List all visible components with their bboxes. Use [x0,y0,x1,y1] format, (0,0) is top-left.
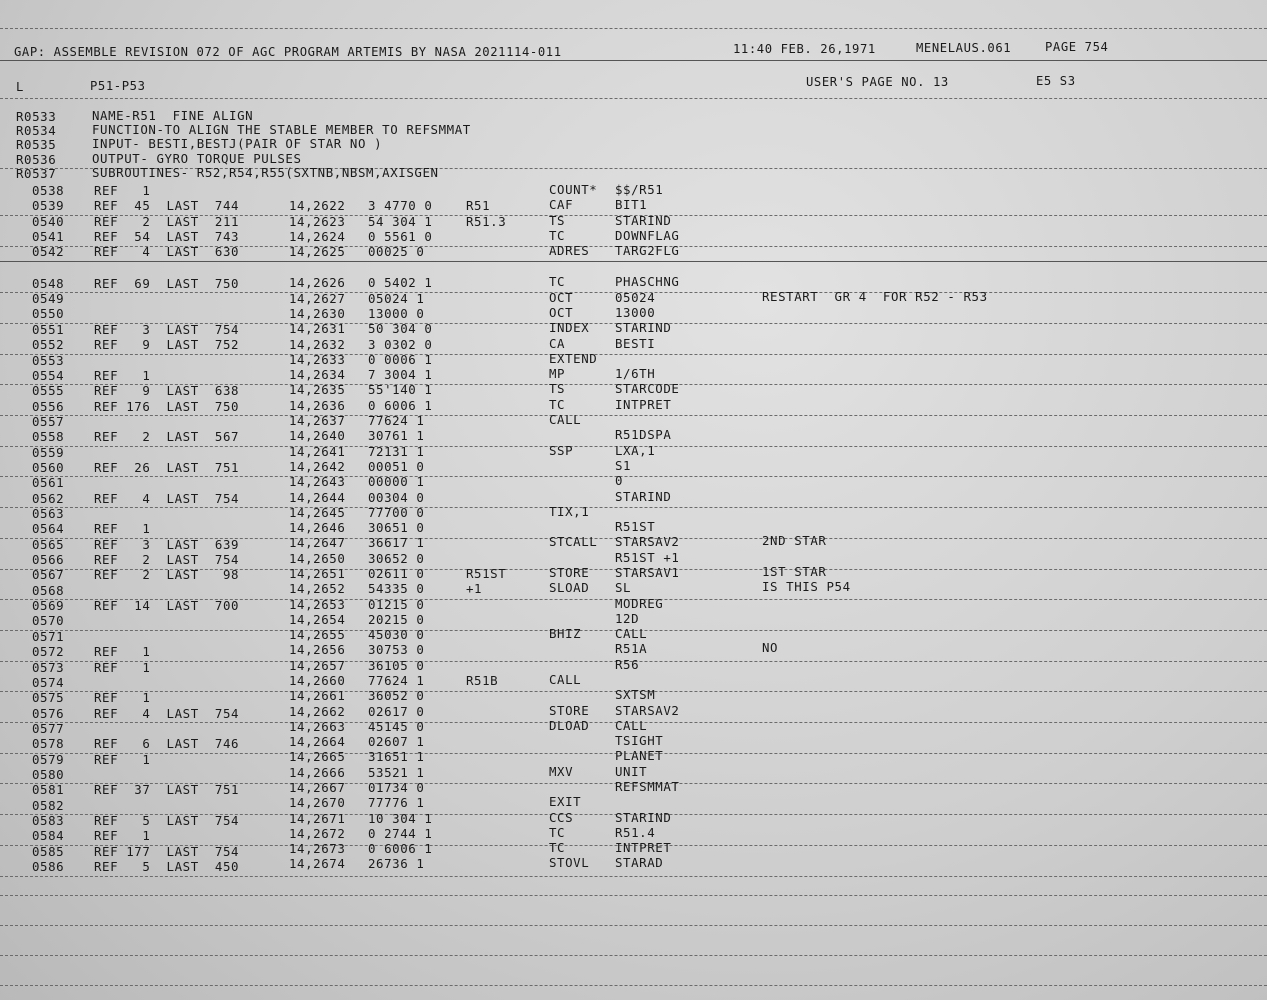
octal-word: 0 5402 1 [368,275,433,291]
line-number: 0551 [32,321,65,337]
line-number: 0585 [32,843,65,859]
memory-address: 14,2632 [289,336,346,352]
operand: STARIND [615,212,672,228]
opcode: TIX,1 [549,503,590,519]
symbol-label: R51.3 [466,213,507,229]
ref-info: REF 1 [94,751,151,767]
comment-text: INPUT- BESTI,BESTJ(PAIR OF STAR NO ) [92,136,383,152]
octal-word: 31651 1 [368,749,425,765]
paper-rule [0,415,1267,416]
line-number: 0575 [32,690,65,706]
opcode: INDEX [549,320,590,336]
line-number: 0550 [32,306,65,322]
comment-line-number: R0536 [16,151,57,167]
octal-word: 72131 1 [368,443,425,459]
line-number: 0548 [32,275,65,291]
opcode: EXIT [549,794,582,810]
memory-address: 14,2657 [289,657,346,673]
assembly-title: GAP: ASSEMBLE REVISION 072 OF AGC PROGRAM ARTEMIS BY NASA 2021114-011 [14,45,562,59]
opcode: TS [549,381,566,397]
paper-rule [0,985,1267,986]
operand: LXA,1 [615,442,656,458]
line-number: 0539 [32,198,65,214]
remark: 1ST STAR [762,563,827,579]
opcode: STORE [549,702,590,718]
octal-word: 3 0302 0 [368,336,433,352]
line-number: 0541 [32,229,65,245]
operand: STARSAV2 [615,534,680,550]
memory-address: 14,2656 [289,642,346,658]
line-number: 0586 [32,859,65,875]
operand: MODREG [615,595,664,611]
octal-word: 02617 0 [368,703,425,719]
line-number: 0574 [32,674,65,690]
paper-rule [0,98,1267,99]
symbol-label: +1 [466,581,483,597]
memory-address: 14,2660 [289,672,346,688]
ref-info: REF 1 [94,367,151,383]
opcode: TS [549,212,566,228]
memory-address: 14,2634 [289,367,346,383]
ref-info: REF 2 LAST 98 [94,567,240,583]
line-number: 0571 [32,628,65,644]
opcode: CALL [549,671,582,687]
line-number: 0557 [32,413,65,429]
ref-info: REF 5 LAST 450 [94,859,240,875]
line-number: 0584 [32,828,65,844]
opcode: OCT [549,289,574,305]
paper-rule [0,895,1267,896]
line-number: 0555 [32,383,65,399]
operand: STARIND [615,809,672,825]
octal-word: 0 6006 1 [368,397,433,413]
opcode: CCS [549,809,574,825]
opcode: CA [549,335,566,351]
ref-info: REF 5 LAST 754 [94,813,240,828]
line-number: 0553 [32,352,65,368]
ref-info: REF 54 LAST 743 [94,229,240,245]
memory-address: 14,2671 [289,810,346,826]
octal-word: 36052 0 [368,688,425,704]
memory-address: 14,2636 [289,397,346,413]
symbol-label: R51 [466,198,491,214]
line-number: 0577 [32,720,65,736]
paper-rule [0,876,1267,877]
octal-word: 20215 0 [368,611,425,627]
opcode: SSP [549,442,574,458]
octal-word: 30753 0 [368,642,425,658]
memory-address: 14,2661 [289,688,346,704]
ref-info: REF 45 LAST 744 [94,198,240,214]
memory-address: 14,2646 [289,520,346,536]
line-number: 0549 [32,291,65,307]
memory-address: 14,2667 [289,780,346,796]
octal-word: 36105 0 [368,657,425,673]
ref-info: REF 176 LAST 750 [94,398,240,414]
opcode: CALL [549,412,582,428]
opcode: OCT [549,305,574,321]
comment-line-number: R0533 [16,109,57,124]
paper-rule [0,507,1267,508]
memory-address: 14,2650 [289,550,346,566]
octal-word: 00000 1 [368,474,425,490]
operand: UNIT [615,763,648,779]
paper-rule [0,354,1267,355]
ref-info: REF 1 [94,828,151,844]
line-number: 0558 [32,429,65,445]
ref-info: REF 4 LAST 630 [94,244,240,260]
opcode: STORE [549,564,590,580]
opcode: DLOAD [549,717,590,733]
memory-address: 14,2665 [289,749,346,765]
paper-rule [0,261,1267,262]
remark: IS THIS P54 [762,579,851,595]
line-number: 0538 [32,183,65,198]
ref-info: REF 26 LAST 751 [94,459,240,475]
operand: INTPRET [615,396,672,412]
operand: INTPRET [615,840,672,856]
paper-rule [0,955,1267,956]
octal-word: 45145 0 [368,718,425,734]
remark: NO [762,640,779,656]
octal-word: 02607 1 [368,734,425,750]
operand: R51ST +1 [615,549,680,565]
comment-line-number: R0534 [16,123,57,139]
line-number: 0565 [32,536,65,552]
comment-text: OUTPUT- GYRO TORQUE PULSES [92,150,302,166]
paper-rule [0,476,1267,477]
comment-text: FUNCTION-TO ALIGN THE STABLE MEMBER TO REFSMMAT [92,122,471,138]
octal-word: 13000 0 [368,306,425,322]
line-number: 0583 [32,813,65,828]
octal-word: 7 3004 1 [368,367,433,383]
opcode: EXTEND [549,350,598,366]
octal-word: 10 304 1 [368,810,433,826]
line-number: 0568 [32,582,65,598]
ref-info: REF 14 LAST 700 [94,598,240,614]
ref-info: REF 4 LAST 754 [94,490,240,506]
line-number: 0560 [32,459,65,475]
operand: R51A [615,641,648,657]
memory-address: 14,2641 [289,443,346,459]
octal-word: 30761 1 [368,428,425,444]
memory-address: 14,2635 [289,382,346,398]
operand: BESTI [615,335,656,351]
octal-word: 54 304 1 [368,213,433,229]
section-tag: E5 S3 [1036,74,1076,88]
opcode: TC [549,274,566,290]
line-number: 0542 [32,244,65,260]
operand: STARSAV2 [615,702,680,718]
operand: R51ST [615,519,656,535]
memory-address: 14,2670 [289,795,346,811]
line-number: 0562 [32,490,65,506]
memory-address: 14,2651 [289,565,346,581]
memory-address: 14,2622 [289,198,346,214]
line-number: 0540 [32,213,65,229]
octal-word: 55'140 1 [368,382,433,398]
line-number: 0570 [32,613,65,629]
operand: CALL [615,626,648,642]
operand: R51DSPA [615,427,672,443]
octal-word: 50 304 0 [368,321,433,337]
ref-info: REF 37 LAST 751 [94,782,240,798]
page-number: PAGE 754 [1045,40,1109,54]
line-number: 0564 [32,521,65,537]
operand: STARIND [615,488,672,504]
octal-word: 36617 1 [368,535,425,551]
operand: $$/R51 [615,182,664,197]
memory-address: 14,2664 [289,734,346,750]
opcode: CAF [549,197,574,213]
octal-word: 30652 0 [368,550,425,566]
memory-address: 14,2630 [289,306,346,322]
memory-address: 14,2644 [289,489,346,505]
memory-address: 14,2666 [289,764,346,780]
memory-address: 14,2673 [289,841,346,857]
line-number: 0579 [32,751,65,767]
octal-word: 00025 0 [368,244,425,260]
memory-address: 14,2663 [289,718,346,734]
opcode: COUNT* [549,182,598,197]
section-name: P51-P53 [90,79,146,93]
ref-info: REF 1 [94,659,151,675]
opcode: TC [549,840,566,856]
octal-word: 45030 0 [368,627,425,643]
ref-info: REF 6 LAST 746 [94,736,240,752]
memory-address: 14,2631 [289,321,346,337]
line-number: 0559 [32,444,65,460]
octal-word: 01734 0 [368,780,425,796]
operand: R56 [615,656,640,672]
operand: 0 [615,473,624,489]
comment-text: NAME-R51 FINE ALIGN [92,108,254,123]
octal-word: 30651 0 [368,520,425,536]
symbol-label: R51ST [466,565,507,581]
line-number: 0556 [32,398,65,414]
line-number: 0554 [32,367,65,383]
octal-word: 54335 0 [368,581,425,597]
ref-info: REF 9 LAST 638 [94,383,240,399]
line-number: 0561 [32,475,65,491]
ref-info: REF 1 [94,521,151,537]
octal-word: 0 0006 1 [368,351,433,367]
operand: 12D [615,610,640,626]
operand: R51.4 [615,824,656,840]
memory-address: 14,2674 [289,856,346,872]
memory-address: 14,2624 [289,228,346,244]
memory-address: 14,2662 [289,703,346,719]
remark: 2ND STAR [762,533,827,549]
operand: 05024 [615,289,656,305]
opcode: MXV [549,763,574,779]
line-number: 0563 [32,506,65,521]
memory-address: 14,2643 [289,474,346,490]
operand: SL [615,580,632,596]
line-number: 0569 [32,598,65,614]
opcode: TC [549,824,566,840]
operand: TARG2FLG [615,243,680,259]
opcode: STOVL [549,855,590,871]
comment-text: SUBROUTINES- R52,R54,R55(SXTNB,NBSM,AXISGEN [92,164,439,180]
comment-line-number: R0537 [16,165,57,181]
opcode: MP [549,366,566,382]
operand: STARAD [615,855,664,871]
operand: STARIND [615,320,672,336]
opcode: STCALL [549,534,598,550]
operand: S1 [615,457,632,473]
memory-address: 14,2654 [289,611,346,627]
memory-address: 14,2625 [289,244,346,260]
ref-info: REF 4 LAST 754 [94,705,240,721]
octal-word: 26736 1 [368,856,425,872]
octal-word: 0 2744 1 [368,825,433,841]
line-number: 0576 [32,705,65,721]
memory-address: 14,2640 [289,428,346,444]
ref-info: REF 69 LAST 750 [94,275,240,291]
octal-word: 00051 0 [368,458,425,474]
memory-address: 14,2627 [289,290,346,306]
octal-word: 77776 1 [368,795,425,811]
octal-word: 77700 0 [368,504,425,520]
operand: SXTSM [615,687,656,703]
operand: STARSAV1 [615,564,680,580]
ref-info: REF 9 LAST 752 [94,337,240,353]
ref-info: REF 1 [94,183,151,198]
opcode: TC [549,396,566,412]
octal-word: 53521 1 [368,764,425,780]
line-number: 0567 [32,567,65,583]
paper-rule [0,28,1267,29]
comment-line-number: R0535 [16,137,57,153]
octal-word: 0 6006 1 [368,841,433,857]
line-number: 0581 [32,782,65,798]
line-number: 0573 [32,659,65,675]
octal-word: 01215 0 [368,596,425,612]
memory-address: 14,2623 [289,213,346,229]
symbol-label: R51B [466,672,499,688]
operand: PHASCHNG [615,274,680,290]
ref-info: REF 2 LAST 567 [94,429,240,445]
octal-word: 77624 1 [368,672,425,688]
operand: REFSMMAT [615,779,680,795]
users-page-number: USER'S PAGE NO. 13 [806,75,949,89]
memory-address: 14,2652 [289,581,346,597]
operand: STARCODE [615,381,680,397]
memory-address: 14,2672 [289,825,346,841]
memory-address: 14,2655 [289,627,346,643]
line-number: 0580 [32,766,65,782]
memory-address: 14,2645 [289,504,346,520]
octal-word: 05024 1 [368,290,425,306]
column-l-marker: L [16,80,24,94]
memory-address: 14,2633 [289,351,346,367]
operand: CALL [615,717,648,733]
ref-info: REF 177 LAST 754 [94,843,240,859]
operand: 13000 [615,305,656,321]
memory-address: 14,2647 [289,535,346,551]
paper-rule [0,925,1267,926]
ref-info: REF 3 LAST 639 [94,536,240,552]
operand: DOWNFLAG [615,227,680,243]
octal-word: 02611 0 [368,565,425,581]
ref-info: REF 2 LAST 211 [94,213,240,229]
operand: 1/6TH [615,366,656,382]
line-number: 0578 [32,736,65,752]
opcode: ADRES [549,243,590,259]
opcode: SLOAD [549,580,590,596]
memory-address: 14,2642 [289,458,346,474]
opcode: TC [549,227,566,243]
listing-name: MENELAUS.061 [916,41,1012,55]
operand: TSIGHT [615,733,664,749]
ref-info: REF 1 [94,690,151,706]
line-number: 0572 [32,644,65,660]
operand: BIT1 [615,197,648,213]
paper-rule [0,60,1267,61]
remark: RESTART GR 4 FOR R52 - R53 [762,288,988,304]
operand: PLANET [615,748,664,764]
octal-word: 3 4770 0 [368,198,433,214]
line-number: 0552 [32,337,65,353]
octal-word: 77624 1 [368,413,425,429]
opcode: BHIZ [549,626,582,642]
octal-word: 0 5561 0 [368,228,433,244]
line-number: 0582 [32,797,65,813]
ref-info: REF 1 [94,644,151,660]
memory-address: 14,2626 [289,275,346,291]
assembly-time-date: 11:40 FEB. 26,1971 [733,42,876,56]
ref-info: REF 2 LAST 754 [94,552,240,568]
memory-address: 14,2653 [289,596,346,612]
line-number: 0566 [32,552,65,568]
memory-address: 14,2637 [289,413,346,429]
ref-info: REF 3 LAST 754 [94,321,240,337]
octal-word: 00304 0 [368,489,425,505]
